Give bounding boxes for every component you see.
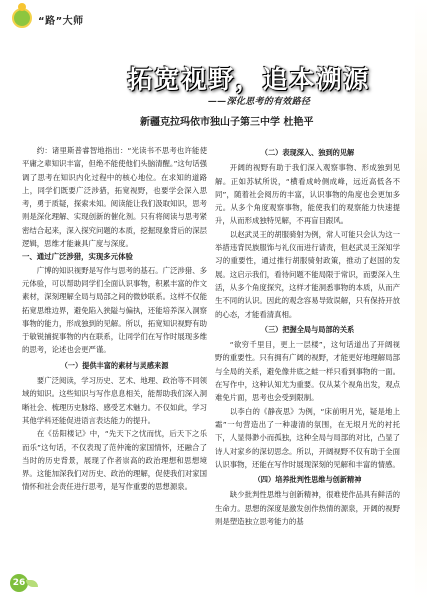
paragraph: 要广泛阅读，学习历史、艺术、地理、政治等不同领域的知识。这些知识与写作息息相关，能帮助我们深入洞晰社会、梳理历史脉络、感受艺术魅力。不仅如此，学习其他学科还能促进语言表达能力的提升。 xyxy=(22,376,207,425)
article-author: 新疆克拉玛依市独山子第三中学 杜艳平 xyxy=(140,117,314,128)
right-text-column xyxy=(215,144,400,528)
page-edge-decoration xyxy=(415,0,427,601)
paragraph: 约：诸里斯普睿智地指出：“光读书不思考也许能使平庸之辈知识丰富，但绝不能使他们头脑清醒。”这句话强调了思考在知识内化过程中的核心地位。在求知的道路上，同学们既要广泛涉猎，拓宽视野，也要学会深入思考，勇于质疑，探索未知。阅读能让我们汲取知识，思考则是深化理解、实现创新的催化剂。只有将阅读与思考紧密结合起来，深入探究问题的本质，挖掘现象背后的深层逻辑，思维才能兼具广度与深度。 xyxy=(22,146,207,249)
lightbulb-icon xyxy=(18,3,26,11)
section-heading: （四）培养批判性思维与创新精神 xyxy=(253,475,362,485)
paragraph: 广博的知识视野是写作与思考的基石。广泛涉猎、多元体验，可以帮助同学们全面认识事物，积累丰富的作文素材，深刻理解全局与局部之间的微妙联系。这样不仅能拓宽思维边界，避免陷入狭隘与偏执，还能培养深入洞察事物的能力，形成独到的见解。所以，拓宽知识视野有助于敏锐捕捉事物的内在联系，让同学们在写作时展现多维的思考，论述也会更严谨。 xyxy=(22,265,207,355)
leaf-icon xyxy=(26,580,38,587)
left-text-column xyxy=(22,144,207,494)
paragraph: 以赵武灵王的胡服骑射为例，常人可能只会认为这一举措违背民族服饰与礼仪而进行请责，但赵武灵王深知学习的重要性，通过推行胡服骑射政策，推动了赵国的发展。这启示我们，看待问题不能局限于常识，而要深入生活，从多个角度探究，这样才能洞悉事物的本质，从而产生不同的认识。因此的观念容易导致误解，只有保持开放的心态，才能看清真相。 xyxy=(215,229,400,319)
paragraph: “欲穷千里目，更上一层楼”，这句话道出了开阔视野的重要性。只有拥有广阔的视野，才能更好地理解局部与全局的关系，避免像井底之蛙一样只看到事物的一面。在写作中，这种认知尤为重要。仅从某个视角出发，观点难免片面，思考也会受到限制。 xyxy=(215,340,400,403)
page-header xyxy=(0,0,427,38)
paragraph: 开阔的视野有助于我们深入观察事物、形成独到见解。正如苏轼所说，“横看成岭侧成峰，远近高低各不同”，随着社会阅历的丰富，认识事物的角度也会更加多元。从多个角度观察事物，能使我们的观察能力快速提升，从而形成独特见解，不再盲目跟风。 xyxy=(215,163,400,226)
column-name: “路”大师 xyxy=(38,16,84,27)
section-heading: 一、通过广泛涉猎，实现多元体验 xyxy=(22,252,133,262)
section-heading: （三）把握全局与局部的关系 xyxy=(260,324,355,334)
page-number: 26 xyxy=(10,574,28,592)
section-heading: （一）提供丰富的素材与灵感来源 xyxy=(60,360,169,370)
paragraph: 在《岳阳楼记》中，“先天下之忧而忧，后天下之乐而乐”这句话，不仅表现了范仲淹的家国情怀，还融合了当时的历史背景，展现了作者崇高的政治理想和思想境界。这能加深我们对历史、政治的理解，促使我们对家国情怀和社会责任进行思考，是写作重要的思想源泉。 xyxy=(22,429,207,492)
section-heading: （二）表现深入、独到的见解 xyxy=(260,148,355,157)
article-subtitle: ——深化思考的有效路径 xyxy=(208,97,311,107)
article-banner xyxy=(96,60,402,132)
paragraph: 缺少批判性思维与创新精神，很难使作品具有鲜活的生命力。思想的深度是激发创作热情的源泉，开阔的视野则是塑造独立思考能力的基 xyxy=(215,490,400,527)
article-title: 拓宽视野，追本溯源 xyxy=(127,65,371,94)
paragraph: 以李白的《静夜思》为例，“床前明月光，疑是地上霜”一句营造出了一种凄清的氛围，在无垠月光的衬托下，人显得渺小而孤独，这种全局与局部的对比，凸显了诗人对家乡的深切思念。所以，开阔视野不仅有助于全面认识事物，还能在写作时展现深刻的见解和丰富的情感。 xyxy=(215,406,400,469)
column-logo-icon xyxy=(12,8,32,28)
